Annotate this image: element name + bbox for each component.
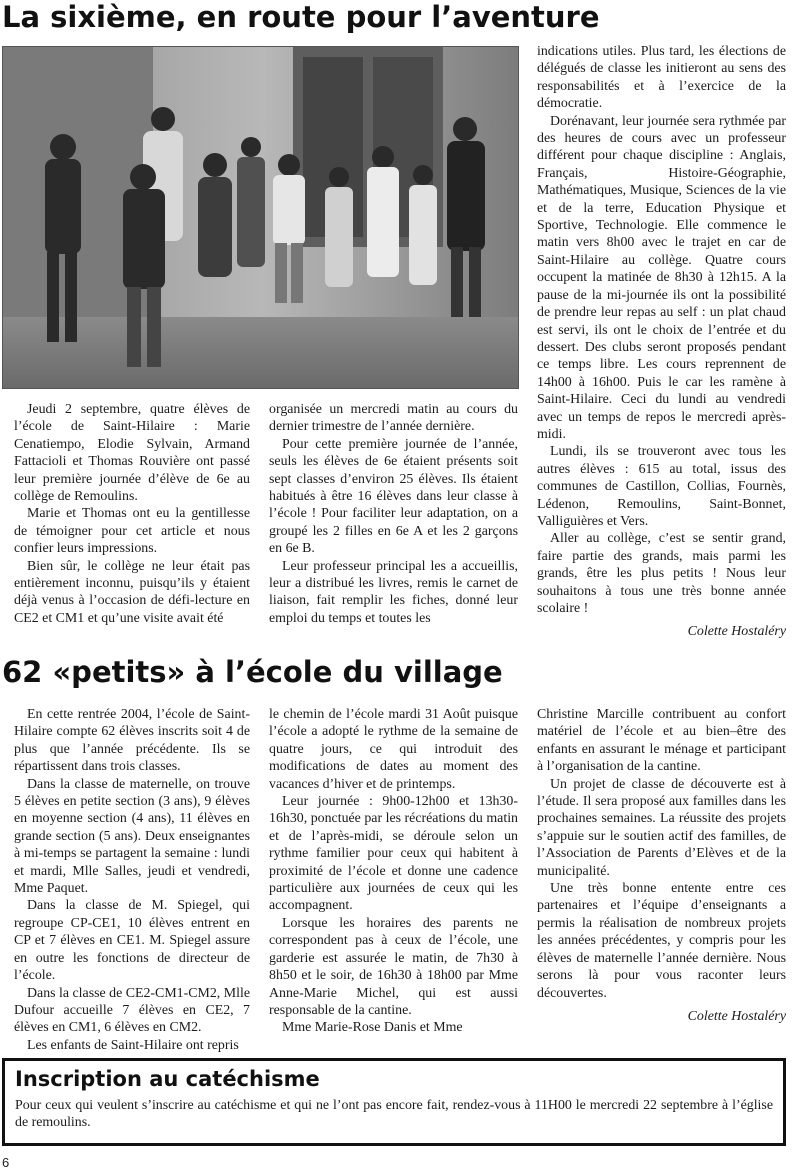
article2-paragraph: Dans la classe de M. Spiegel, qui regroupe CP-CE1, 10 élèves entrent en CP et 7 élèves en CE1. M. Spiegel assure en outre les fonctions de directeur de l’école.: [14, 898, 250, 984]
article1-column-1: [14, 401, 250, 627]
class-group-photo-image: [3, 47, 519, 389]
article1-paragraph: Pour cette première journée de l’année, seuls les élèves de 6e étaient présents soit sept classes d’environ 25 élèves. Ils étaient habitués à être 16 élèves dans leur classe à l’école ! Pour faciliter leur adaptation, on a groupé les 2 filles en 6e A et les 2 garçons en 6e B.: [269, 436, 518, 557]
catechism-notice-title: Inscription au catéchisme: [15, 1067, 320, 1091]
article1-column-3: [537, 43, 786, 641]
article2-paragraph: En cette rentrée 2004, l’école de Saint-Hilaire compte 62 élèves inscrits soit 4 de plus que l’année précédente. Ils se répartissent dans trois classes.: [14, 707, 250, 775]
article2-paragraph: Les enfants de Saint-Hilaire ont repris: [27, 1037, 239, 1053]
article1-title: La sixième, en route pour l’aventure: [2, 0, 600, 34]
article1-paragraph: organisée un mercredi matin au cours du dernier trimestre de l’année dernière.: [269, 402, 518, 435]
article2-paragraph: Dans la classe de CE2-CM1-CM2, Mlle Dufour accueille 7 élèves en CE2, 7 élèves en CM1, 6 élèves en CM2.: [14, 985, 250, 1036]
article2-paragraph: Christine Marcille contribuent au confort matériel de l’école et au bien–être des enfants en assurant le ménage et participant à l’organisation de la cantine.: [537, 707, 786, 775]
article1-paragraph: Leur professeur principal les a accueillis, leur a distribué les livres, remis le carnet de liaison, fait remplir les fiches, donné leur emploi du temps et toutes les: [269, 558, 518, 626]
article2-title: 62 «petits» à l’école du village: [2, 655, 503, 689]
article1-paragraph: Bien sûr, le collège ne leur était pas entièrement inconnu, puisqu’ils y étaient déjà venus à l’occasion de défi-lecture en CE2 et CM1 et qu’une visite avait été: [14, 558, 250, 626]
article1-paragraph: Lundi, ils se trouveront avec tous les autres élèves : 615 au total, issus des communes de Castillon, Collias, Fournès, Lédenon, Remoulins, Saint-Bonnet, Valliguières et Vers.: [537, 444, 786, 529]
article1-signature: Colette Hostaléry: [687, 624, 786, 640]
class-group-photo: [2, 46, 519, 389]
article2-paragraph: Une très bonne entente entre ces partenaires et l’équipe d’enseignants a permis la réalisation de nombreux projets les années précédentes, y compris pour les élèves de maternelle l’année dernière. Nous serons là pour vous raconter leurs découvertes.: [537, 881, 786, 1001]
article2-column-3: [537, 706, 786, 1025]
article2-column-1: [14, 706, 250, 1054]
article1-column-2: [269, 401, 518, 627]
article2-column-2: [269, 706, 518, 1037]
article1-paragraph: Jeudi 2 septembre, quatre élèves de l’école de Saint-Hilaire : Marie Cenatiempo, Elodie Sylvain, Armand Fattacioli et Thomas Rouvière ont passé leur première journée d’élève de 6e au collège de Remoulins.: [14, 402, 250, 505]
article2-paragraph: le chemin de l’école mardi 31 Août puisque l’école a adopté le rythme de la semaine de quatre jours, ce qui introduit des modifications de dates au moment des vacances d’hiver et de printemps.: [269, 707, 518, 792]
catechism-notice-box: [2, 1058, 786, 1146]
article2-paragraph: Lorsque les horaires des parents ne correspondent pas à ceux de l’école, une garderie est assurée le matin, de 7h30 à 8h50 et le soir, de 16h30 à 18h00 par Mme Anne-Marie Michel, qui est aussi responsable de la cantine.: [269, 915, 518, 1018]
article2-paragraph: Dans la classe de maternelle, on trouve 5 élèves en petite section (3 ans), 9 élèves en moyenne section (4 ans), 11 élèves en grande section (5 ans). Deux enseignantes à mi-temps se partagent la semaine : lundi et mardi, Mlle Salles, jeudi et vendredi, Mme Paquet.: [14, 776, 250, 897]
article2-paragraph: Leur journée : 9h00-12h00 et 13h30-16h30, ponctuée par les récréations du matin et de l’après-midi, se déroule selon un rythme familier pour ceux qui habitent à proximité de l’école et donne une cadence particulière aux journées de ceux qui les accompagnent.: [269, 794, 518, 914]
article1-paragraph: Marie et Thomas ont eu la gentillesse de témoigner pour cet article et nous confier leurs impressions.: [14, 506, 250, 557]
catechism-notice-text: Pour ceux qui veulent s’inscrire au catéchisme et qui ne l’ont pas encore fait, rendez-vous à 11H00 le mercredi 22 septembre à l’église de remoulins.: [15, 1098, 773, 1131]
article2-paragraph: Un projet de classe de découverte est à l’étude. Il sera proposé aux familles dans les prochaines semaines. La réussite des projets s’appuie sur le soutien actif des familles, de l’Association de Parents d’Elèves et de la municipalité.: [537, 776, 786, 879]
page-number: 6: [2, 1155, 10, 1170]
article1-paragraph: Aller au collège, c’est se sentir grand, faire partie des grands, mais parmi les grands, être les plus petits ! Nous leur souhaitons à tous une très bonne année scolaire !: [537, 531, 786, 616]
article1-paragraph: indications utiles. Plus tard, les élections de délégués de classe les initieront au sens des responsabilités et à l’exercice de la démocratie.: [537, 44, 786, 112]
article2-signature: Colette Hostaléry: [687, 1008, 786, 1024]
article1-paragraph: Dorénavant, leur journée sera rythmée par des heures de cours avec un professeur différent pour chaque discipline : Anglais, Français, Histoire-Géographie, Mathématiques, Musique, Sciences de la vie et de la terre, Education Physique et Sportive, Technologie. Elle commence le matin vers 8h00 avec le trajet en car de Saint-Hilaire au collège. Quatre cours occupent la matinée de 8h30 à 12h15. A la pause de la mi-journée ils ont la possibilité de prendre leur repas au self : un plat chaud est servi, ils ont le choix de l’entrée et du dessert. Des clubs seront proposés pendant ce temps libre. Les cours reprennent de 14h00 à 16h00. Puis le car les ramène à Saint-Hilaire. Ceci du lundi au vendredi avec un temps de repos le mercredi après-midi.: [537, 113, 786, 442]
article2-paragraph: Mme Marie-Rose Danis et Mme: [282, 1020, 463, 1036]
